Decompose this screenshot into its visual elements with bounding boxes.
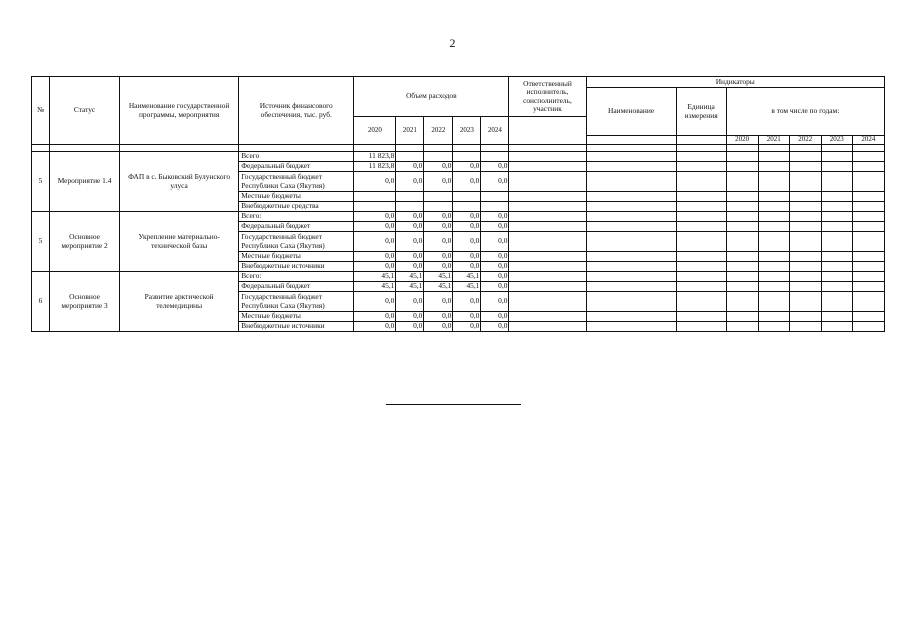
empty-cell [586,212,676,222]
expense-value: 0,0 [481,172,509,192]
program-table [31,76,885,332]
header-vol-year: 2020 [354,117,396,145]
empty-cell [758,162,789,172]
empty-cell [676,212,726,222]
empty-cell [852,232,884,252]
finance-source: Федеральный бюджет [239,282,354,292]
empty-cell [852,262,884,272]
empty-cell [821,152,852,162]
expense-value: 0,0 [453,262,481,272]
empty-cell [509,202,586,212]
empty-cell [509,172,586,192]
empty-cell [821,212,852,222]
empty-cell [852,152,884,162]
empty-cell [726,272,758,282]
empty-cell [758,192,789,202]
empty-cell [789,172,821,192]
expense-value [453,202,481,212]
empty-cell [789,262,821,272]
header-ind-year: 2020 [726,136,758,145]
empty-cell [852,272,884,282]
empty-cell [852,212,884,222]
empty-cell [789,322,821,332]
expense-value: 0,0 [424,322,453,332]
expense-value: 11 823,8 [354,152,396,162]
empty-cell [586,272,676,282]
expense-value: 0,0 [481,272,509,282]
empty-cell [509,222,586,232]
expense-value [354,192,396,202]
header-responsible: Ответственный исполнитель, соисполнитель, участник [509,77,586,117]
row-program-name: Развитие арктической телемедицины [120,272,239,332]
expense-value [354,202,396,212]
empty-cell [509,232,586,252]
expense-value: 0,0 [424,212,453,222]
expense-value: 45,1 [453,282,481,292]
empty-cell [509,282,586,292]
empty-cell [852,282,884,292]
empty-cell [789,202,821,212]
empty-cell [852,162,884,172]
empty-cell [821,272,852,282]
finance-source: Всего [239,152,354,162]
expense-value: 0,0 [396,162,424,172]
empty-cell [586,232,676,252]
empty-cell [726,152,758,162]
header-responsible-blank [509,117,586,145]
table-row [32,152,885,162]
empty-cell [821,172,852,192]
expense-value [481,192,509,202]
empty-cell [789,162,821,172]
empty-cell [758,312,789,322]
empty-cell [726,212,758,222]
empty-cell [758,292,789,312]
header-num: № [32,77,50,145]
empty-cell [726,222,758,232]
empty-cell [758,232,789,252]
empty-cell [676,222,726,232]
expense-value: 0,0 [396,292,424,312]
header-ind-unit-blank [676,136,726,145]
empty-cell [821,192,852,202]
header-vol-year: 2023 [453,117,481,145]
empty-cell [676,152,726,162]
header-ind-unit: Единица измерения [676,88,726,136]
expense-value: 0,0 [396,222,424,232]
expense-value: 0,0 [453,232,481,252]
empty-cell [821,292,852,312]
empty-cell [586,312,676,322]
empty-cell [852,202,884,212]
expense-value [396,152,424,162]
row-number: 5 [32,212,50,272]
empty-cell [676,232,726,252]
empty-cell [852,172,884,192]
empty-cell [852,252,884,262]
page-number: 2 [449,36,456,50]
row-program-name: Укрепление материально-технической базы [120,212,239,272]
expense-value: 0,0 [453,162,481,172]
empty-cell [509,252,586,262]
empty-cell [509,292,586,312]
expense-value: 45,1 [396,272,424,282]
header-ind-year: 2022 [789,136,821,145]
finance-source: Государственный бюджет Республики Саха (Якутия) [239,292,354,312]
empty-cell [726,282,758,292]
expense-value: 0,0 [453,212,481,222]
finance-source: Местные бюджеты [239,312,354,322]
expense-value: 45,1 [424,272,453,282]
empty-cell [789,222,821,232]
header-name: Наименование государственной программы, мероприятия [120,77,239,145]
empty-cell [789,292,821,312]
expense-value: 0,0 [481,322,509,332]
empty-cell [676,262,726,272]
expense-value: 0,0 [481,262,509,272]
empty-cell [586,222,676,232]
empty-cell [509,162,586,172]
empty-cell [509,262,586,272]
expense-value [453,192,481,202]
finance-source: Всего: [239,212,354,222]
finance-source: Всего: [239,272,354,282]
expense-value: 0,0 [424,172,453,192]
expense-value: 0,0 [396,322,424,332]
finance-source: Внебюджетные источники [239,262,354,272]
expense-value [424,152,453,162]
empty-cell [586,162,676,172]
expense-value: 0,0 [481,222,509,232]
empty-cell [676,162,726,172]
empty-cell [726,192,758,202]
expense-value: 0,0 [354,262,396,272]
expense-value: 0,0 [396,262,424,272]
empty-cell [586,252,676,262]
empty-cell [676,312,726,322]
expense-value: 0,0 [354,292,396,312]
finance-source: Федеральный бюджет [239,222,354,232]
expense-value: 0,0 [354,312,396,322]
empty-cell [821,222,852,232]
header-ind-year: 2023 [821,136,852,145]
expense-value: 0,0 [396,172,424,192]
expense-value: 0,0 [354,252,396,262]
empty-cell [789,272,821,282]
separator-line [386,404,521,405]
finance-source: Федеральный бюджет [239,162,354,172]
empty-cell [852,192,884,202]
empty-cell [789,232,821,252]
empty-cell [509,312,586,322]
empty-cell [821,202,852,212]
header-indicators: Индикаторы [586,77,885,88]
expense-value: 0,0 [424,162,453,172]
header-volume: Объем расходов [354,77,509,117]
expense-value: 0,0 [453,312,481,322]
empty-cell [789,252,821,262]
empty-cell [726,232,758,252]
empty-cell [758,202,789,212]
header-ind-name-blank [586,136,676,145]
expense-value: 0,0 [424,222,453,232]
expense-value: 0,0 [396,312,424,322]
expense-value: 0,0 [396,252,424,262]
empty-cell [758,262,789,272]
expense-value: 0,0 [424,262,453,272]
finance-source: Внебюджетные источники [239,322,354,332]
empty-cell [852,312,884,322]
empty-cell [586,292,676,312]
empty-cell [586,322,676,332]
header-ind-years: в том числе по годам: [726,88,884,136]
empty-cell [586,152,676,162]
expense-value [424,192,453,202]
empty-cell [586,192,676,202]
row-number: 6 [32,272,50,332]
expense-value: 0,0 [481,232,509,252]
empty-cell [509,322,586,332]
header-status: Статус [50,77,120,145]
empty-cell [586,282,676,292]
expense-value: 0,0 [424,312,453,322]
empty-cell [676,292,726,312]
expense-value: 0,0 [481,292,509,312]
empty-cell [789,312,821,322]
empty-cell [758,322,789,332]
expense-value: 45,1 [453,272,481,282]
header-ind-year: 2024 [852,136,884,145]
empty-cell [821,312,852,322]
empty-cell [726,252,758,262]
expense-value: 0,0 [481,212,509,222]
expense-value: 0,0 [453,172,481,192]
expense-value: 0,0 [453,292,481,312]
expense-value: 0,0 [481,162,509,172]
empty-cell [676,252,726,262]
row-number: 5 [32,152,50,212]
finance-source: Внебюджетные средства [239,202,354,212]
expense-value: 0,0 [424,252,453,262]
empty-cell [758,172,789,192]
expense-value: 0,0 [481,282,509,292]
empty-cell [726,162,758,172]
empty-cell [586,262,676,272]
expense-value: 0,0 [354,322,396,332]
expense-value [481,152,509,162]
header-vol-year: 2021 [396,117,424,145]
empty-cell [789,192,821,202]
expense-value: 0,0 [354,222,396,232]
empty-cell [852,222,884,232]
expense-value: 45,1 [354,282,396,292]
header-ind-year: 2021 [758,136,789,145]
expense-value: 0,0 [354,232,396,252]
finance-source: Местные бюджеты [239,192,354,202]
expense-value: 0,0 [481,312,509,322]
empty-cell [852,322,884,332]
row-status: Основное мероприятие 3 [50,272,120,332]
empty-cell [509,192,586,202]
finance-source: Местные бюджеты [239,252,354,262]
row-program-name: ФАП в с. Быковский Булунского улуса [120,152,239,212]
empty-cell [789,212,821,222]
expense-value: 45,1 [424,282,453,292]
empty-cell [726,202,758,212]
expense-value [453,152,481,162]
expense-value: 0,0 [424,292,453,312]
header-vol-year: 2022 [424,117,453,145]
empty-cell [758,282,789,292]
empty-cell [789,152,821,162]
empty-cell [821,252,852,262]
expense-value [396,202,424,212]
header-source: Источник финансового обеспечения, тыс. руб. [239,77,354,145]
row-status: Основное мероприятие 2 [50,212,120,272]
empty-cell [676,272,726,282]
row-status: Мероприятие 1.4 [50,152,120,212]
empty-cell [821,232,852,252]
expense-value: 0,0 [354,172,396,192]
expense-value: 11 823,8 [354,162,396,172]
empty-cell [821,162,852,172]
expense-value: 0,0 [453,252,481,262]
expense-value: 45,1 [396,282,424,292]
empty-cell [509,212,586,222]
empty-cell [676,172,726,192]
empty-cell [586,172,676,192]
empty-cell [509,152,586,162]
expense-value [424,202,453,212]
empty-cell [821,262,852,272]
header-vol-year: 2024 [481,117,509,145]
header-ind-name: Наименование [586,88,676,136]
empty-cell [726,172,758,192]
empty-cell [726,292,758,312]
empty-cell [852,292,884,312]
empty-cell [821,322,852,332]
empty-cell [676,322,726,332]
expense-value [481,202,509,212]
expense-value: 0,0 [424,232,453,252]
expense-value: 0,0 [453,322,481,332]
table-row [32,272,885,282]
expense-value: 0,0 [453,222,481,232]
empty-cell [789,282,821,292]
expense-value: 45,1 [354,272,396,282]
empty-cell [676,202,726,212]
expense-value: 0,0 [396,212,424,222]
empty-cell [821,282,852,292]
empty-cell [676,192,726,202]
empty-cell [726,322,758,332]
empty-cell [586,202,676,212]
expense-value: 0,0 [396,232,424,252]
empty-cell [758,212,789,222]
empty-cell [726,262,758,272]
table-row [32,212,885,222]
expense-value [396,192,424,202]
empty-cell [676,282,726,292]
empty-cell [726,312,758,322]
finance-source: Государственный бюджет Республики Саха (Якутия) [239,172,354,192]
empty-cell [758,152,789,162]
empty-cell [758,252,789,262]
finance-source: Государственный бюджет Республики Саха (Якутия) [239,232,354,252]
empty-cell [758,272,789,282]
empty-cell [509,272,586,282]
empty-cell [758,222,789,232]
expense-value: 0,0 [481,252,509,262]
expense-value: 0,0 [354,212,396,222]
